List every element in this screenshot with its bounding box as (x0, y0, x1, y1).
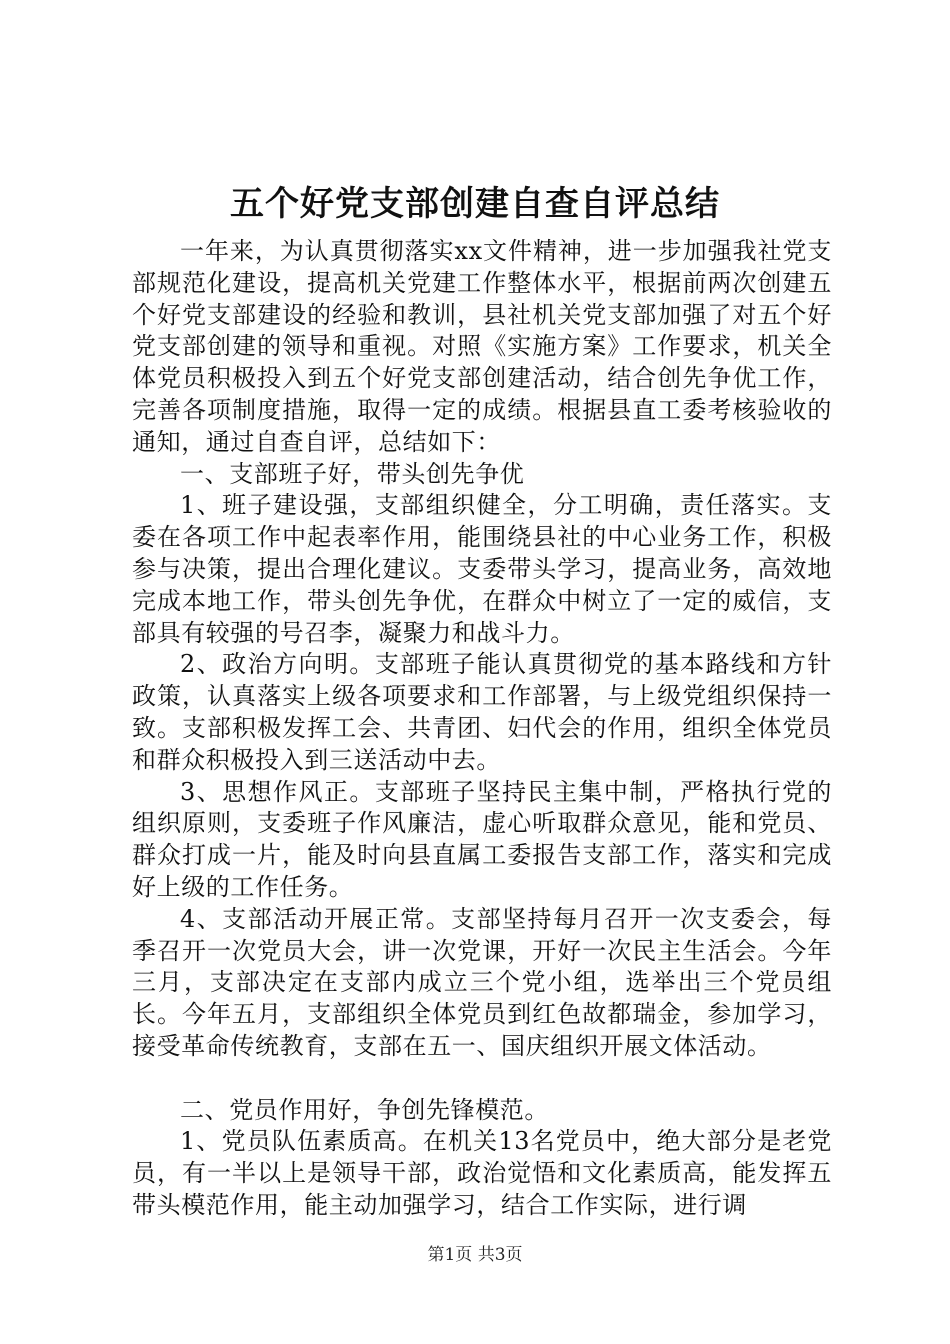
section-1-item-2: 2、政治方向明。支部班子能认真贯彻党的基本路线和方针政策，认真落实上级各项要求和工作部署，与上级党组织保持一致。支部积极发挥工会、共青团、妇代会的作用，组织全体党员和群众积极投入到三送活动中去。 (132, 650, 832, 774)
section-1-item-1: 1、班子建设强，支部组织健全，分工明确，责任落实。支委在各项工作中起表率作用，能围绕县社的中心业务工作，积极参与决策，提出合理化建议。支委带头学习，提高业务，高效地完成本地工作，带头创先争优，在群众中树立了一定的威信，支部具有较强的号召李，凝聚力和战斗力。 (132, 491, 832, 647)
page-number-footer: 第1页 共3页 (427, 1245, 523, 1265)
document-body (132, 236, 832, 1222)
section-1-item-4: 4、支部活动开展正常。支部坚持每月召开一次支委会，每季召开一次党员大会，讲一次党课，开好一次民主生活会。今年三月，支部决定在支部内成立三个党小组，选举出三个党员组长。今年五月，支部组织全体党员到红色故都瑞金，参加学习，接受革命传统教育，支部在五一、国庆组织开展文体活动。 (132, 904, 832, 1060)
section-1-item-3: 3、思想作风正。支部班子坚持民主集中制，严格执行党的组织原则，支委班子作风廉洁，虚心听取群众意见，能和党员、群众打成一片，能及时向县直属工委报告支部工作，落实和完成好上级的工作任务。 (132, 777, 832, 901)
section-heading-2: 二、党员作用好，争创先锋模范。 (180, 1095, 549, 1124)
intro-paragraph: 一年来，为认真贯彻落实xx文件精神，进一步加强我社党支部规范化建设，提高机关党建工作整体水平，根据前两次创建五个好党支部建设的经验和教训，县社机关党支部加强了对五个好党支部创建的领导和重视。对照《实施方案》工作要求，机关全体党员积极投入到五个好党支部创建活动，结合创先争优工作，完善各项制度措施，取得一定的成绩。根据县直工委考核验收的通知，通过自查自评，总结如下： (132, 237, 832, 456)
section-2-item-1: 1、党员队伍素质高。在机关13名党员中，绝大部分是老党员，有一半以上是领导干部，政治觉悟和文化素质高，能发挥五带头模范作用，能主动加强学习，结合工作实际，进行调 (132, 1127, 832, 1219)
section-heading-1: 一、支部班子好，带头创先争优 (180, 459, 525, 488)
document-title: 五个好党支部创建自查自评总结 (230, 184, 720, 224)
